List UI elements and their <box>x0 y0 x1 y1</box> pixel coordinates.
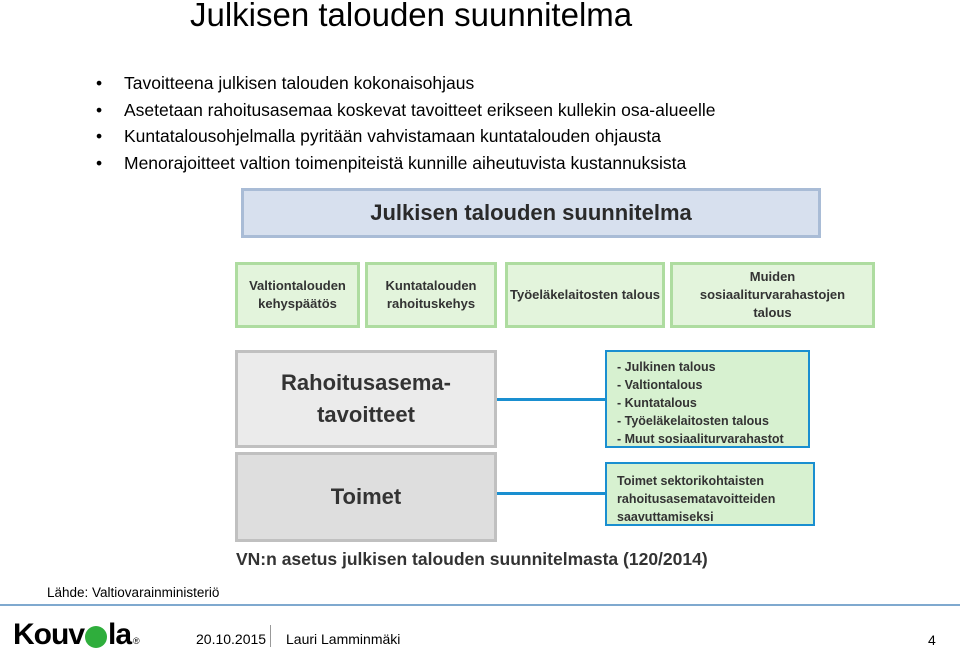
slide-title: Julkisen talouden suunnitelma <box>190 0 633 33</box>
green-box-tyoelake: Työeläkelaitosten talous <box>505 262 665 328</box>
diagram-top-box: Julkisen talouden suunnitelma <box>241 188 821 238</box>
connector-line <box>497 492 607 495</box>
gray-box-rahoitusasema: Rahoitusasema-tavoitteet <box>235 350 497 448</box>
footer-author: Lauri Lamminmäki <box>286 631 401 647</box>
source-text: Lähde: Valtiovarainministeriö <box>47 585 220 600</box>
footer-divider <box>0 604 960 606</box>
target-item: - Työeläkelaitosten talous <box>617 414 769 428</box>
green-box-kuntatalous: Kuntatalouden rahoituskehys <box>365 262 497 328</box>
logo-text-start: Kouv <box>13 618 84 651</box>
bullet-list <box>96 70 715 176</box>
kouvola-logo <box>13 620 139 650</box>
logo-text-end: la <box>108 618 132 651</box>
green-box-valtiontalous: Valtiontalouden kehyspäätös <box>235 262 360 328</box>
diagram-caption: VN:n asetus julkisen talouden suunnitelmasta (120/2014) <box>236 549 708 569</box>
gray-box-toimet: Toimet <box>235 452 497 542</box>
target-item: - Kuntatalous <box>617 396 697 410</box>
measures-box: Toimet sektorikohtaisten rahoitusasematavoitteiden saavuttamiseksi <box>605 462 815 526</box>
page-number: 4 <box>928 632 936 648</box>
target-item: - Julkinen talous <box>617 360 716 374</box>
connector-line <box>497 398 607 401</box>
bullet-item: • Tavoitteena julkisen talouden kokonaisohjaus <box>96 70 715 97</box>
bullet-item: • Menorajoitteet valtion toimenpiteistä kunnille aiheutuvista kustannuksista <box>96 150 715 177</box>
green-box-sosiaaliturvarahastot: Muiden sosiaaliturvarahastojen talous <box>670 262 875 328</box>
bullet-item: • Kuntatalousohjelmalla pyritään vahvistamaan kuntatalouden ohjausta <box>96 123 715 150</box>
registered-icon: ® <box>133 636 139 646</box>
target-item: - Muut sosiaaliturvarahastot <box>617 432 784 446</box>
target-item: - Valtiontalous <box>617 378 703 392</box>
footer-separator <box>270 625 271 647</box>
bullet-item: • Asetetaan rahoitusasemaa koskevat tavoitteet erikseen kullekin osa-alueelle <box>96 97 715 124</box>
targets-list-box <box>605 350 810 448</box>
footer-date: 20.10.2015 <box>196 631 267 647</box>
logo-dot-icon <box>85 626 107 648</box>
